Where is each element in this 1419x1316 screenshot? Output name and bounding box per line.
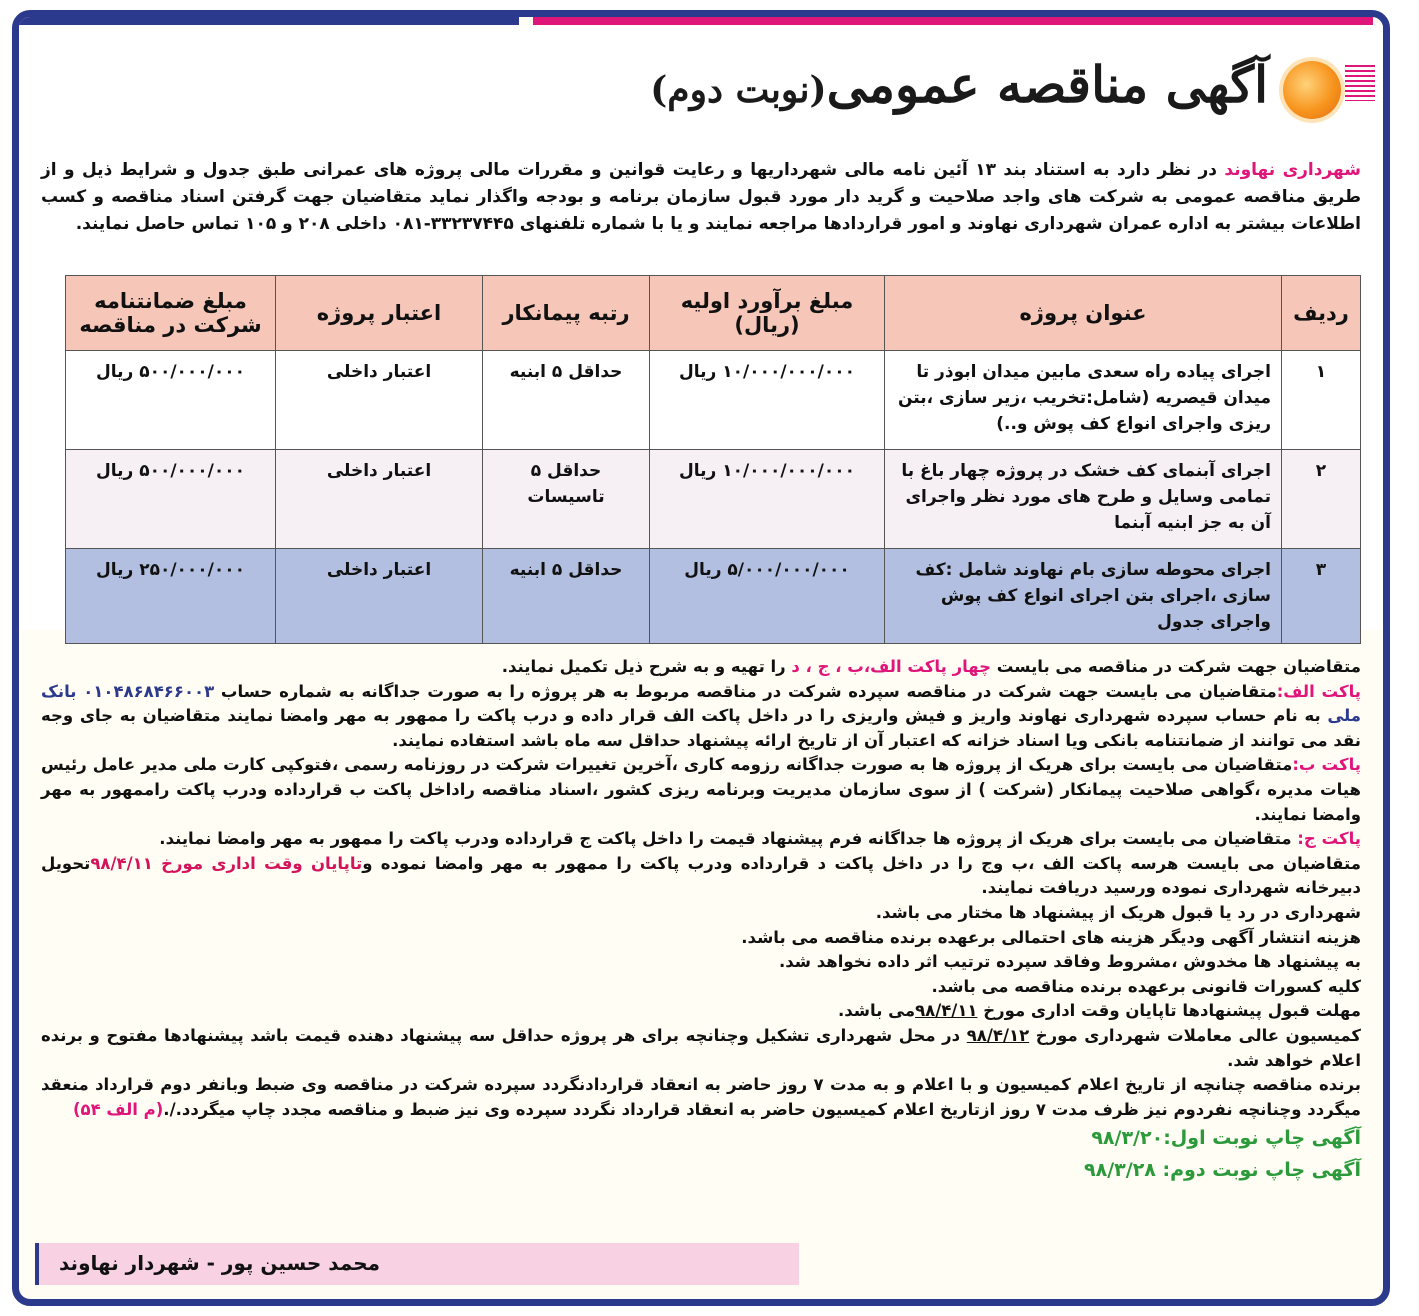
text: متقاضیان جهت شرکت در مناقصه می بایست [991,657,1361,676]
cell-no: ۱ [1282,351,1361,450]
envelope-alef-label: پاکت الف: [1276,681,1361,701]
cell-estimate: ۱۰/۰۰۰/۰۰۰/۰۰۰ ریال [650,450,885,549]
stripes-decoration [1345,65,1375,101]
cell-title: اجرای پیاده راه سعدی مابین میدان ابوذر تا میدان قیصریه (شامل:تخریب ،زیر سازی ،بتن ریزی واجرای انواع کف پوش و..) [885,351,1282,450]
cell-rank: حداقل ۵ تاسیسات [483,450,650,549]
commission-line [41,1024,1361,1073]
cell-title: اجرای محوطه سازی بام نهاوند شامل :کف سازی ،اجرای بتن اجرای انواع کف پوش واجرای جدول [885,549,1282,644]
notice-code: (م الف ۵۴) [72,1099,164,1119]
cell-guarantee: ۵۰۰/۰۰۰/۰۰۰ ریال [66,450,276,549]
header-rank: رتبه پیمانکار [483,276,650,351]
cell-rank: حداقل ۵ ابنیه [483,549,650,644]
envelope-be-label: پاکت ب: [1292,755,1361,775]
cell-title: اجرای آبنمای کف خشک در پروژه چهار باغ با تمامی وسایل و طرح های مورد نظر واجرای آن به جز ابنیه آبنما [885,450,1282,549]
deadline-date: ۹۸/۴/۱۱ [915,1001,978,1021]
text: تحویل دبیرخانه شهرداری نموده ورسید دریافت نمایند. [41,853,1361,898]
table-row [66,351,1361,450]
cell-guarantee: ۵۰۰/۰۰۰/۰۰۰ ریال [66,351,276,450]
tender-table [65,275,1361,644]
print-date-first: آگهی چاپ نوبت اول:۹۸/۳/۲۰ [1091,1127,1361,1150]
header-guarantee: مبلغ ضمانتنامه شرکت در مناقصه [66,276,276,351]
text: کمیسیون عالی معاملات شهرداری مورخ [1029,1025,1361,1045]
intro-org: شهرداری نهاوند [1224,160,1361,180]
cell-estimate: ۱۰/۰۰۰/۰۰۰/۰۰۰ ریال [650,351,885,450]
cell-credit: اعتبار داخلی [276,351,483,450]
cell-credit: اعتبار داخلی [276,450,483,549]
header-row-no: ردیف [1282,276,1361,351]
notice-frame [12,10,1390,1306]
cell-no: ۳ [1282,549,1361,644]
commission-date: ۹۸/۴/۱۲ [966,1025,1030,1045]
text: متقاضیان می بایست برای هریک از پروژه ها به صورت جداگانه رزومه کاری ،آخرین تغییرات شرکت در روزنامه رسمی ،فتوکپی کارت ملی مدیر عامل رئیس هیات مدیره ،گواهی صلاحیت پیمانکار (شرکت ) از سوی سازمان مدیریت وبرنامه ریزی کشور ،اسناد مناقصه راداخل پاکت ب قرارداده ودرب پاکت راممهور به مهر وامضا نمایند. [41,755,1361,824]
deadline-highlight: تاپایان وقت اداری مورخ ۹۸/۴/۱۱ [90,853,363,873]
notice-title [650,55,1268,114]
cell-rank: حداقل ۵ ابنیه [483,351,650,450]
delivery-paragraph [41,852,1361,901]
cell-credit: اعتبار داخلی [276,549,483,644]
header-estimate: مبلغ برآورد اولیه (ریال) [650,276,885,351]
conditions-intro [41,655,1361,680]
intro-text: در نظر دارد به استناد بند ۱۳ آئین نامه مالی شهرداریها و رعایت قوانین و مقررات مالی پروژه های عمرانی طبق جدول و شرایط ذیل و از طریق مناقصه عمومی به شرکت های واجد صلاحیت و گرید دار مورد قبول سازمان برنامه و بودجه واگذار نماید متقاضیان جهت گرفتن اسناد مناقصه و کسب اطلاعات بیشتر به اداره عمران شهرداری نهاوند و امور قراردادها مراجعه نمایند و یا با شماره تلفنهای ۳۳۲۳۷۴۴۵-۰۸۱ داخلی ۲۰۸ و ۱۰۵ تماس حاصل نمایند. [41,160,1361,234]
title-sub: (نوبت دوم) [650,69,827,111]
table-header-row [66,276,1361,351]
print-date-second: آگهی چاپ نوبت دوم: ۹۸/۳/۲۸ [1084,1159,1361,1182]
signature: محمد حسین پور - شهردار نهاوند [59,1251,381,1275]
top-bar-blue [19,17,519,25]
top-bar-pink [533,17,1373,25]
text: متقاضیان می بایست هرسه پاکت الف ،ب وج را در داخل پاکت د قرارداده ودرب پاکت را ممهور به مهر وامضا نموده و [362,853,1361,873]
header-credit: اعتبار پروژه [276,276,483,351]
cell-guarantee: ۲۵۰/۰۰۰/۰۰۰ ریال [66,549,276,644]
cell-no: ۲ [1282,450,1361,549]
envelope-jim [41,827,1361,852]
table-row [66,549,1361,644]
condition-line: به پیشنهاد ها مخدوش ،مشروط وفاقد سپرده ترتیب اثر داده نخواهد شد. [778,952,1361,972]
text: را تهیه و به شرح ذیل تکمیل نمایند. [501,657,792,676]
bank-account: ۰۱۰۴۸۶۸۴۶۶۰۰۳ بانک ملی [41,681,1361,726]
envelope-alef [41,680,1361,754]
condition-line: هزینه انتشار آگهی ودیگر هزینه های احتمالی برعهده برنده مناقصه می باشد. [741,927,1361,947]
text: مهلت قبول پیشنهادها تاپایان وقت اداری مورخ [977,1001,1361,1021]
table-row [66,450,1361,549]
header-title: عنوان پروژه [885,276,1282,351]
text: برنده مناقصه چنانچه از تاریخ اعلام کمیسیون و با اعلام و به مدت ۷ روز حاضر به انعقاد قراردادنگردد سپرده شرکت در مناقصه وی ضبط وبانفر دوم قرارداد منعقد میگردد وچنانچه نفردوم نیز ظرف مدت ۷ روز ازتاریخ اعلام کمیسیون حاضر به انعقاد قرارداد نگردد سپرده وی نیز ضبط و مناقصه مجدد چاپ میگردد./. [41,1075,1361,1119]
text: در محل شهرداری تشکیل وچنانچه برای هر پروژه حداقل سه پیشنهاد دهنده قیمت باشد پیشنهادها مفتوح و برنده اعلام خواهد شد. [41,1025,1361,1070]
envelope-be [41,753,1361,827]
text: می باشد. [837,1001,916,1021]
condition-line: شهرداری در رد یا قبول هریک از پیشنهاد ها مختار می باشد. [875,902,1361,922]
upper-section [19,25,1383,630]
text: متقاضیان می بایست جهت شرکت در مناقصه سپرده شرکت در مناقصه مربوط به هر پروژه را به صورت جداگانه به شماره حساب [214,681,1277,701]
envelopes-highlight: چهار پاکت الف،ب ، ج ، د [791,657,992,676]
text: متقاضیان می بایست برای هریک از پروژه ها جداگانه فرم پیشنهاد قیمت را داخل پاکت ج قرارداده ودرب پاکت را ممهور به مهر وامضا نمایند. [159,829,1298,849]
condition-line: کلیه کسورات قانونی برعهده برنده مناقصه می باشد. [931,976,1361,996]
deadline-line [41,999,1361,1024]
title-main: آگهی مناقصه عمومی [826,55,1268,114]
winner-line [41,1073,1361,1122]
envelope-jim-label: پاکت ج: [1297,829,1361,849]
conditions-body [41,655,1361,1186]
sun-icon [1283,61,1341,119]
signature-box [35,1243,799,1285]
cell-estimate: ۵/۰۰۰/۰۰۰/۰۰۰ ریال [650,549,885,644]
text: به نام حساب سپرده شهرداری نهاوند واریز و فیش واریزی را در داخل پاکت الف قرار داده و درب پاکت را ممهور به مهر وامضا نمایند متقاضیان به جای وجه نقد می توانند از ضمانتنامه بانکی ویا اسناد خزانه که اعتبار آن از تاریخ ارائه پیشنهاد حداقل سه ماه باشد استفاده نمایند. [41,706,1361,750]
intro-paragraph [41,157,1361,238]
